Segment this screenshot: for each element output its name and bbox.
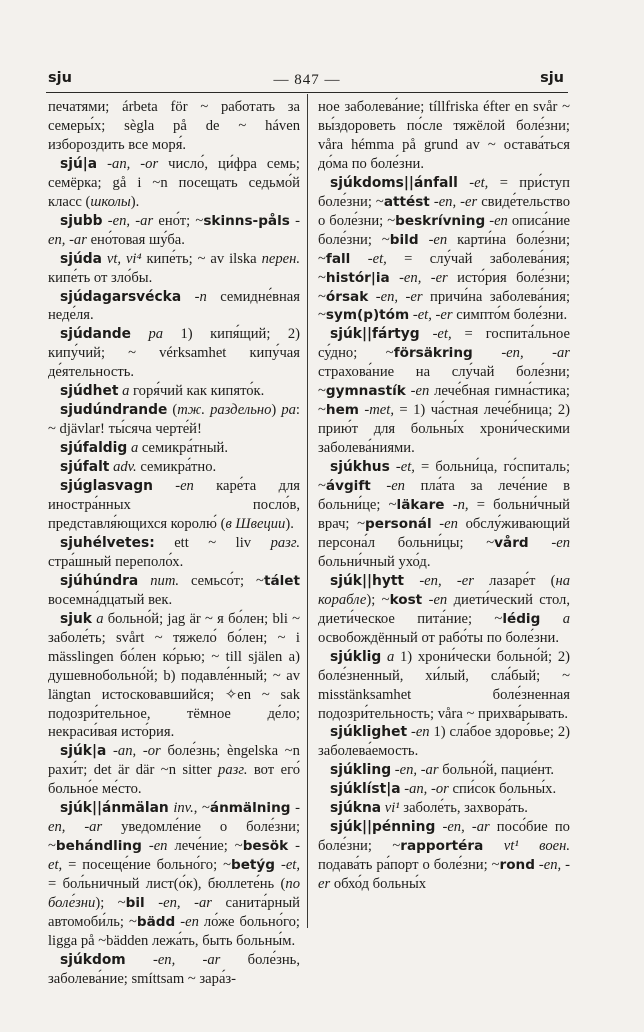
headword: sjúk||ánmälan <box>60 800 169 817</box>
compound-headword: attést <box>383 193 430 210</box>
dictionary-entry: sjúk|a -an, -or боле́знь; èngelska ~n рахи́т; det är där ~n sitter разг. вот его́ больно́е ме́сто. <box>48 743 300 798</box>
headword: sjúdagarsvécka <box>60 288 182 305</box>
headword: sjúkdom <box>60 951 126 968</box>
grammar-label: -en <box>175 478 194 495</box>
headword: sjú|a <box>60 155 98 172</box>
compound-headword: vård <box>494 534 529 551</box>
grammar-label: vt¹ воен. <box>503 838 570 855</box>
headword: sjúdhet <box>60 383 119 400</box>
column-divider <box>307 94 308 928</box>
dictionary-entry: sjúhúndra num. семьсо́т; ~tálet восемна́дцатый век. <box>48 572 301 608</box>
compound-headword: besök <box>242 838 289 855</box>
grammar-label: разг. <box>218 762 248 779</box>
compound-headword: försäkring <box>393 345 473 362</box>
dictionary-entry: sjúklighet -en 1) сла́бое здоро́вье; 2) заболева́емость. <box>318 724 571 760</box>
headword: sjúglasvagn <box>60 478 153 495</box>
grammar-label: тж. раздельно <box>177 402 272 419</box>
page-header <box>46 66 568 93</box>
dictionary-entry: sjúdagarsvécka -n семидне́вная неде́ля. <box>48 288 300 324</box>
grammar-label: -n <box>194 288 207 305</box>
compound-headword: skinns-påls <box>203 212 290 229</box>
grammar-label: на корабле <box>318 572 570 608</box>
dictionary-entry: sjúk||hytt -en, -er лазаре́т (на корабле); ~kost -en диети́ческий стол, диети́ческое пита́ние; ~lédig a освобождённый от рабо́ты по боле́зни. <box>318 572 570 646</box>
grammar-label: vi¹ <box>384 800 400 817</box>
entry-continuation: ное заболева́ние; tíllfriska éfter en svår ~ вы́здороветь по́сле тяжёлой боле́зни; våra hémma på grund av ~ остава́ться до́ма по боле́зни. <box>318 99 570 172</box>
headword: sjúk||hytt <box>330 572 405 589</box>
headword: sjúda <box>60 250 102 267</box>
compound-headword: beskrívning <box>395 212 486 229</box>
compound-headword: lédig <box>502 610 541 627</box>
headword: sjúdande <box>60 326 132 343</box>
grammar-label: -et, <box>432 326 452 343</box>
grammar-label: -en <box>180 913 199 930</box>
grammar-label: -an, -or <box>404 781 449 798</box>
dictionary-entry: sjúfaldig a семикра́тный. <box>60 440 229 457</box>
compound-headword: bil <box>125 895 145 912</box>
grammar-label: разг. <box>270 534 300 551</box>
grammar-label: -et, <box>395 459 415 476</box>
headword: sjubb <box>60 212 103 229</box>
dictionary-entry: sjúdande pa 1) кипя́щий; 2) кипу́чий; ~ vérksamhet кипу́чая де́ятельность. <box>48 326 300 381</box>
grammar-label: pa <box>281 402 296 419</box>
compound-headword: ánmälning <box>209 800 291 817</box>
dictionary-entry: sjúkdoms||ánfall -et, = при́ступ боле́зни; ~attést -en, -er свиде́тельство о боле́зни; ~beskrívning -en описа́ние боле́зни; ~bild -en карти́на боле́зни; ~fall -et, = слу́чай заболева́ния; ~histór|ia -en, -er исто́рия боле́зни; ~órsak -en, -er причи́на заболева́ния; ~sym(p)tóm -et, -er симпто́м боле́зни. <box>318 174 571 324</box>
grammar-label: -en, -er <box>433 193 478 210</box>
grammar-label: -en <box>148 838 168 855</box>
grammar-label: -et, -er <box>412 307 453 324</box>
grammar-label: -en, -ar <box>394 762 439 779</box>
headword: sjúklighet <box>330 724 408 741</box>
dictionary-entry: sjúfalt adv. семикра́тно. <box>60 459 217 476</box>
page-number: — 847 — <box>273 72 341 88</box>
grammar-label: -an, -or <box>113 743 161 760</box>
dictionary-entry: sjúda vt, vi⁴ кипе́ть; ~ av ilska перен. кипе́ть от зло́бы. <box>48 250 300 286</box>
compound-headword: ávgift <box>325 478 371 495</box>
grammar-label: num. <box>150 572 180 589</box>
headword: sjúklíst|a <box>330 781 401 798</box>
grammar-label: -met, <box>364 402 394 419</box>
headword: sjúkling <box>330 762 392 779</box>
dictionary-entry: sjúk||pénning -en, -ar посо́бие по боле́зни; ~rapportéra vt¹ воен. подава́ть ра́порт о боле́зни; ~rond -en, -er обхо́д больны́х <box>318 819 570 893</box>
compound-headword: läkare <box>396 497 445 514</box>
dictionary-entry: sjúk||fártyg -et, = госпита́льное су́дно; ~försäkring -en, -ar страхова́ние на слу́чай боле́зни; ~gymnastík -en лече́бная гимна́стика; ~hem -met, = 1) ча́стная лече́бница; 2) прию́т для больны́х хрони́ческими заболева́ниями. <box>318 326 570 457</box>
grammar-label: -et, <box>367 250 387 267</box>
dictionary-entry: sjúdhet a горя́чий как кипято́к. <box>60 383 265 400</box>
compound-headword: hem <box>325 402 359 419</box>
grammar-label: -en <box>489 212 508 229</box>
grammar-label: -en, -ar <box>501 345 570 362</box>
compound-headword: rond <box>499 857 535 874</box>
grammar-label: a <box>387 648 395 665</box>
compound-headword: behándling <box>55 838 142 855</box>
right-column <box>318 98 570 894</box>
grammar-label: -en <box>386 478 405 495</box>
grammar-label: -en, -er <box>419 572 474 589</box>
dictionary-entry: sjudúndrande (тж. раздельно) pa: ~ djävlar! ты́сяча черте́й! <box>48 402 300 438</box>
compound-headword: bild <box>389 231 419 248</box>
dictionary-entry: sjuk a больно́й; jag är ~ я бо́лен; bli ~ заболе́ть; svårt ~ тяжело́ бо́лен; ~ i mässlingen бо́лен ко́рью; ~ till själen a) душевнобольно́й; b) подавле́нный; ~ av längtan истосковавшийся; ✧en ~ sak подозри́тельное, тёмное де́ло; некраси́вая исто́рия. <box>48 610 300 741</box>
compound-headword: fall <box>325 250 351 267</box>
grammar-label: -en, -ar <box>442 819 490 836</box>
compound-headword: kost <box>389 591 423 608</box>
dictionary-entry: sjúkdom -en, -ar боле́знь, заболева́ние; smíttsam ~ зара́з- <box>48 951 300 987</box>
grammar-label: inv. <box>173 800 194 817</box>
grammar-label: -et, <box>280 857 301 874</box>
compound-headword: personál <box>365 515 432 532</box>
compound-headword: betýg <box>230 857 276 874</box>
grammar-label: -en, -ar <box>152 951 221 968</box>
grammar-label: -n, <box>452 497 469 514</box>
grammar-label: a <box>130 440 139 457</box>
compound-headword: histór|ia <box>325 269 390 286</box>
dictionary-entry: sjúkna vi¹ заболе́ть, захвора́ть. <box>330 800 528 817</box>
grammar-label: -en <box>551 534 570 551</box>
grammar-label: перен. <box>261 250 300 267</box>
headword: sjúk||fártyg <box>330 326 420 343</box>
grammar-label: в Швеции <box>225 515 286 532</box>
compound-headword: tálet <box>263 572 301 589</box>
headword: sjúk||pénning <box>330 819 436 836</box>
grammar-label: vt, vi⁴ <box>106 250 142 267</box>
headword: sjuk <box>60 610 92 627</box>
dictionary-entry: sjuhélvetes: ett ~ liv разг. стра́шный переполо́х. <box>48 534 300 570</box>
grammar-label: -et, <box>48 838 300 874</box>
grammar-label: pa <box>148 326 164 343</box>
dictionary-entry: sjúk||ánmälan inv., ~ánmälning -en, -ar уведомле́ние о боле́зни; ~behándling -en лече́ние; ~besök -et, = посеще́ние больно́го; ~betýg -et, = бол́ьничный лист(о́к), бюллете́нь (по боле́зни); ~bil -en, -ar санита́рный автомоби́ль; ~bädd -en ло́же больно́го; ligga på ~bädden лежа́ть, быть больны́м. <box>48 800 301 949</box>
headword: sjuhélvetes: <box>60 534 155 551</box>
headword: sjúkhus <box>330 459 390 476</box>
headword: sjúklig <box>330 648 382 665</box>
grammar-label: a <box>122 383 130 400</box>
grammar-label: -en <box>410 724 430 741</box>
headword: sjúkna <box>330 800 382 817</box>
left-column <box>48 98 300 989</box>
grammar-label: -an, -or <box>107 155 159 172</box>
headword: sjúfaldig <box>60 440 128 457</box>
grammar-label: -en, -ar <box>107 212 154 229</box>
dictionary-entry: sjú|a -an, -or число́, ци́фра семь; семёрка; gå i ~n посещать седьмо́й класс (школы). <box>48 155 300 210</box>
dictionary-entry: sjúglasvagn -en каре́та для иностра́нных посло́в, представля́ющихся королю́ (в Швеции). <box>48 478 300 532</box>
headword: sjúk|a <box>60 743 107 760</box>
grammar-label: -en, -er <box>375 288 423 305</box>
compound-headword: bädd <box>136 913 176 930</box>
dictionary-entry: sjúklig a 1) хрони́чески больно́й; 2) боле́зненный, хи́лый, сла́бый; ~ misstänksamhet боле́зненная подозри́тельность; våra ~ прихва́рывать. <box>318 648 570 722</box>
grammar-label: -en <box>439 515 458 532</box>
grammar-label: -en <box>410 383 430 400</box>
grammar-label: adv. <box>113 459 137 476</box>
grammar-label: -en <box>428 591 448 608</box>
compound-headword: rapportéra <box>400 838 484 855</box>
grammar-label: -en, -ar <box>48 212 300 248</box>
grammar-label: -en, -er <box>318 857 570 893</box>
compound-headword: gymnastík <box>325 383 406 400</box>
dictionary-entry: sjúklíst|a -an, -or спи́сок больны́х. <box>330 781 557 798</box>
headword: sjúkdoms||ánfall <box>330 174 458 191</box>
left-guide-word: sju <box>48 70 72 86</box>
compound-headword: sym(p)tóm <box>325 307 410 324</box>
dictionary-entry: sjúkhus -et, = больни́ца, го́спиталь; ~ávgift -en пла́та за лече́ние в больни́це; ~läkare -n, = больни́чный врач; ~personál -en обслу́живающий персона́л больни́цы; ~vård -en больни́чный ухо́д. <box>318 459 570 570</box>
compound-headword: órsak <box>325 288 369 305</box>
headword: sjudúndrande <box>60 402 168 419</box>
headword: sjúfalt <box>60 459 110 476</box>
headword: sjúhúndra <box>60 572 139 589</box>
right-guide-word: sju <box>540 70 564 86</box>
grammar-label: a <box>96 610 104 627</box>
grammar-label: -en, -er <box>399 269 448 286</box>
grammar-label: -en, -ar <box>48 800 300 836</box>
grammar-label: по боле́зни <box>48 876 300 912</box>
entry-continuation: печатями; árbeta för ~ работать за семеры́х; sègla på de ~ háven избороздить все моря́. <box>48 99 300 153</box>
dictionary-entry: sjubb -en, -ar ено́т; ~skinns-påls -en, -ar ено́товая шу́ба. <box>48 212 300 248</box>
dictionary-entry: sjúkling -en, -ar больно́й, пацие́нт. <box>330 762 554 779</box>
grammar-label: a <box>562 610 570 627</box>
grammar-label: -en, -ar <box>158 895 212 912</box>
grammar-label: -en <box>428 231 448 248</box>
grammar-label: -et, <box>469 174 489 191</box>
grammar-label: школы <box>90 193 131 210</box>
